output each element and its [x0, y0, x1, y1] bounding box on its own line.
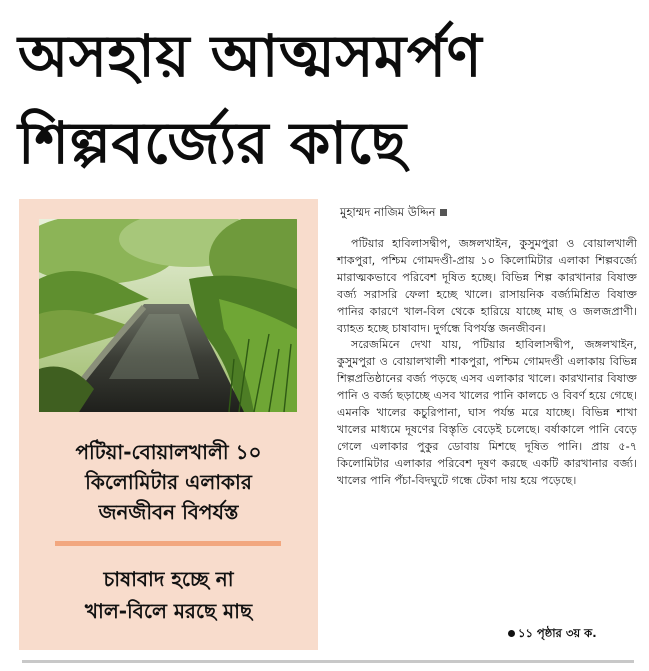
headline-line-2: শিল্পবর্জ্যের কাছে: [18, 109, 407, 177]
continuation-note: [508, 625, 597, 644]
deck-line: পটিয়া-বোয়ালখালী ১০: [75, 440, 262, 464]
article-body: [337, 236, 637, 490]
canal-photo: [39, 219, 297, 412]
article-paragraph: সরেজমিনে দেখা যায়, পটিয়ার হাবিলাসদ্বীপ, জঙ্গলখাইন, কুসুমপুরা ও বোয়ালখালী শাকপুরা, পশ্চিম গোমদণ্ডী এলাকায় বিভিন্ন শিল্পপ্রতিষ্ঠানের বর্জ্য পড়ছে এসব এলাকার খালে। কারখানার বিষাক্ত পানি ও বর্জ্য ছড়াচ্ছে এসব খালের পানি কালচে ও বিবর্ণ হয়ে গেছে। এমনকি খালের কচুরিপানা, ঘাস পর্যন্ত মরে যাচ্ছে। বিভিন্ন শাখা খালের মাধ্যমে দূষণের বিস্তৃতি বেড়েই চলেছে। বর্ষাকালে পানি বেড়ে গেলে এলাকার পুকুর ডোবায় মিশছে দূষিত পানি। প্রায় ৫-৭ কিলোমিটার এলাকার পরিবেশ দূষণ করছে একটি কারখানার বর্জ্য। খালের পানি পঁচা-বিদঘুটে গন্ধে টেকা দায় হয়ে পড়েছে।: [337, 338, 637, 487]
deck-line: জনজীবন বিপর্যস্ত: [98, 500, 239, 524]
continuation-text: ১১ পৃষ্ঠার ৩য় ক.: [518, 626, 597, 640]
author-name: মুহাম্মদ নাজিম উদ্দিন: [340, 205, 436, 219]
deck-line: কিলোমিটার এলাকার: [85, 470, 252, 494]
headline-line-1: অসহায় আত্মসমর্পণ: [18, 22, 483, 90]
bottom-rule: [22, 660, 634, 663]
sidebar-deck-primary: [19, 437, 318, 527]
byline: [340, 204, 447, 223]
bullet-icon: [508, 630, 515, 637]
sidebar-panel: [19, 199, 318, 650]
article-paragraph: পটিয়ার হাবিলাসদ্বীপ, জঙ্গলখাইন, কুসুমপুরা ও বোয়ালখালী শাকপুরা, পশ্চিম গোমদণ্ডী-প্রায় ১০ কিলোমিটার এলাকা শিল্পবর্জ্যে মারাত্মকভাবে পরিবেশ দূষিত হচ্ছে। বিভিন্ন শিল্প কারখানার বিষাক্ত বর্জ্য সরাসরি ফেলা হচ্ছে খালে। রাসায়নিক বর্জ্যমিশ্রিত বিষাক্ত পানির কারণে খাল-বিল থেকে হারিয়ে যাচ্ছে মাছ ও জলজপ্রাণী। ব্যাহত হচ্ছে চাষাবাদ। দুর্গন্ধে বিপর্যস্ত জনজীবন।: [337, 237, 637, 335]
byline-square-icon: [440, 209, 447, 216]
sidebar-deck-secondary: [19, 563, 318, 627]
deck-line: খাল-বিলে মরছে মাছ: [84, 599, 253, 623]
sidebar-divider: [55, 541, 281, 546]
deck-line: চাষাবাদ হচ্ছে না: [103, 567, 234, 591]
